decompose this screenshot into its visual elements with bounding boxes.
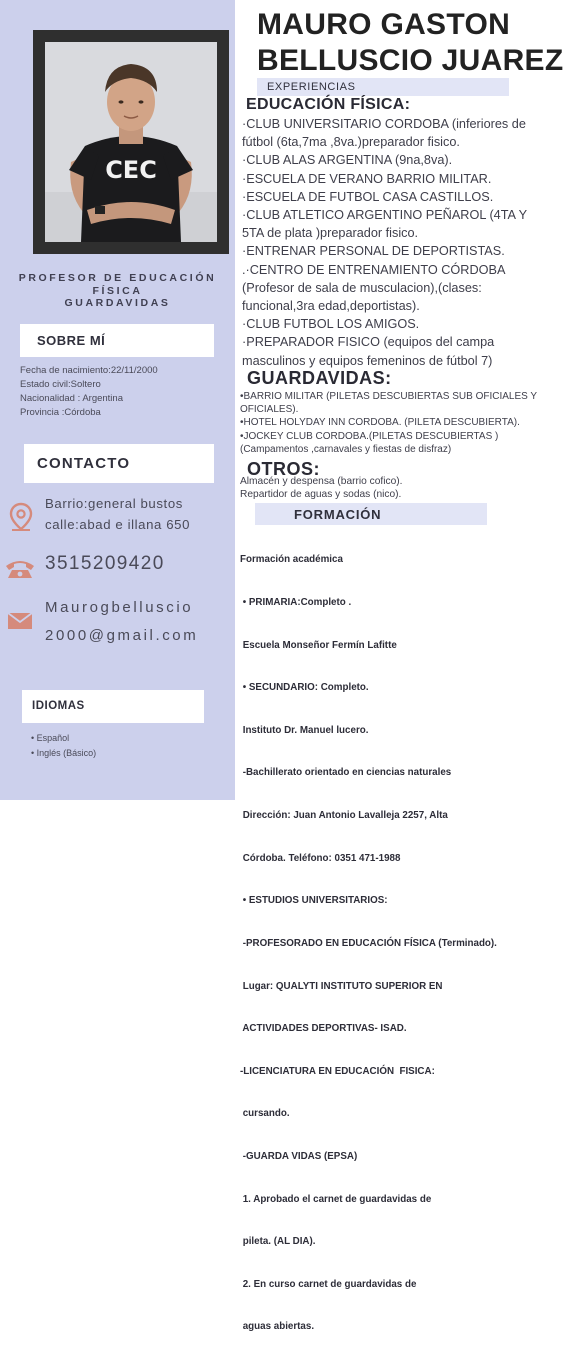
location-pin-icon	[8, 502, 34, 532]
formacion-line: -GUARDA VIDAS (EPSA)	[240, 1150, 358, 1162]
guard-line: •HOTEL HOLYDAY INN CORDOBA. (PILETA DESCUBIERTA).	[240, 417, 520, 429]
formacion-line: aguas abiertas.	[240, 1321, 315, 1333]
email-icon	[7, 612, 33, 630]
formacion-line: • SECUNDARIO: Completo.	[240, 682, 369, 694]
email-address[interactable]	[45, 594, 198, 650]
formacion-line: Lugar: QUALYTI INSTITUTO SUPERIOR EN	[240, 980, 443, 992]
formacion-text: FORMACIÓN	[294, 507, 382, 522]
educacion-fisica-heading: EDUCACIÓN FÍSICA:	[246, 96, 411, 113]
edu-line: ·CLUB FUTBOL LOS AMIGOS.	[242, 317, 420, 332]
edu-line: fútbol (6ta,7ma ,8va.)preparador fisico.	[242, 135, 460, 150]
edu-line: ·CLUB ALAS ARGENTINA (9na,8va).	[242, 153, 453, 168]
phone-icon	[4, 558, 36, 580]
address	[45, 493, 190, 535]
phone-number[interactable]: 3515209420	[45, 553, 165, 574]
edu-line: masculinos y equipos femeninos de fútbol 7)	[242, 353, 493, 368]
experiencias-label	[257, 78, 509, 96]
formacion-list	[240, 525, 560, 1349]
formacion-line: • ESTUDIOS UNIVERSITARIOS:	[240, 895, 388, 907]
edu-line: ·ESCUELA DE VERANO BARRIO MILITAR.	[242, 171, 492, 186]
idiomas-heading	[22, 690, 204, 723]
edu-line: ·ESCUELA DE FUTBOL CASA CASTILLOS.	[242, 189, 494, 204]
guard-line: •JOCKEY CLUB CORDOBA.(PILETAS DESCUBIERTAS )	[240, 430, 499, 442]
contacto-title: CONTACTO	[37, 455, 131, 472]
language-spanish: Español	[36, 733, 70, 743]
address-line-2: calle:abad e illana 650	[45, 517, 191, 532]
otros-line: Repartidor de aguas y sodas (nico).	[240, 489, 402, 501]
civil-status: Estado civil:Soltero	[20, 379, 101, 390]
role-line-3: GUARDAVIDAS	[64, 297, 171, 309]
edu-line: .·CENTRO DE ENTRENAMIENTO CÓRDOBA	[242, 262, 506, 277]
edu-line: (Profesor de sala de musculacion),(clases:	[242, 280, 482, 295]
sobre-mi-title: SOBRE MÍ	[37, 333, 106, 348]
otros-list	[240, 475, 560, 501]
formacion-line: • PRIMARIA:Completo .	[240, 597, 352, 609]
formacion-line: Formación académica	[240, 554, 343, 566]
role-line-2: FÍSICA	[92, 284, 143, 297]
formacion-line: -Bachillerato orientado en ciencias naturales	[240, 767, 452, 779]
formacion-line: cursando.	[240, 1108, 290, 1120]
formacion-line: Instituto Dr. Manuel lucero.	[240, 724, 369, 736]
otros-heading: OTROS:	[247, 459, 320, 479]
name-line-2: BELLUSCIO JUAREZ	[257, 44, 564, 77]
edu-line: funcional,3ra edad,deportistas).	[242, 299, 420, 314]
language-item: • Español	[31, 733, 70, 743]
otros-line: Almacén y despensa (barrio cofico).	[240, 476, 403, 487]
guard-line: •BARRIO MILITAR (PILETAS DESCUBIERTAS SUB OFICIALES Y	[240, 391, 538, 402]
formacion-line: 2. En curso carnet de guardavidas de	[240, 1278, 417, 1290]
formacion-line: Córdoba. Teléfono: 0351 471-1988	[240, 852, 401, 864]
sobre-mi-heading	[20, 324, 214, 357]
guardavidas-list	[240, 390, 566, 456]
formacion-line: Escuela Monseñor Fermín Lafitte	[240, 639, 397, 651]
edu-line: 5TA de plata )preparador fisico.	[242, 226, 419, 241]
formacion-line: ACTIVIDADES DEPORTIVAS- ISAD.	[240, 1023, 407, 1035]
formacion-line: -LICENCIATURA EN EDUCACIÓN FISICA:	[240, 1065, 435, 1077]
profile-photo	[45, 42, 217, 242]
language-item: • Inglés (Básico)	[31, 748, 97, 758]
contacto-heading	[24, 444, 214, 483]
profile-photo-frame	[33, 30, 229, 254]
edu-line: ·PREPARADOR FISICO (equipos del campa	[242, 335, 495, 350]
formacion-line: 1. Aprobado el carnet de guardavidas de	[240, 1193, 432, 1205]
name-line-1: MAURO GASTON	[257, 8, 511, 41]
guardavidas-heading: GUARDAVIDAS:	[247, 368, 392, 388]
formacion-line: pileta. (AL DIA).	[240, 1236, 316, 1248]
province: Provincia :Córdoba	[20, 407, 101, 418]
language-english: Inglés (Básico)	[36, 748, 97, 758]
idiomas-title: IDIOMAS	[32, 700, 85, 712]
shirt-logo-text: CEC	[105, 156, 157, 184]
role-line-1: PROFESOR DE EDUCACIÓN	[18, 272, 217, 284]
edu-line: ·CLUB ATLETICO ARGENTINO PEÑAROL (4TA Y	[242, 208, 528, 223]
educacion-fisica-list	[242, 115, 566, 370]
edu-line: ·CLUB UNIVERSITARIO CORDOBA (inferiores de	[242, 117, 526, 131]
email-line-1: Maurogbelluscio	[45, 599, 194, 616]
email-line-2: 2000@gmail.com	[45, 627, 199, 644]
formacion-label	[255, 503, 487, 525]
guard-line: (Campamentos ,carnavales y fiestas de disfraz)	[240, 443, 452, 455]
experiencias-text: EXPERIENCIAS	[267, 81, 356, 93]
professional-title	[0, 272, 235, 310]
address-line-1: Barrio:general bustos	[45, 496, 183, 511]
personal-info	[20, 364, 158, 420]
edu-line: ·ENTRENAR PERSONAL DE DEPORTISTAS.	[242, 244, 505, 259]
nationality: Nacionalidad : Argentina	[20, 393, 123, 404]
person-illustration	[45, 42, 217, 242]
formacion-line: -PROFESORADO EN EDUCACIÓN FÍSICA (Terminado).	[240, 937, 497, 949]
formacion-line: Dirección: Juan Antonio Lavalleja 2257, Alta	[240, 810, 448, 822]
guard-line: OFICIALES).	[240, 404, 299, 416]
birth-date: Fecha de nacimiento:22/11/2000	[20, 365, 158, 376]
